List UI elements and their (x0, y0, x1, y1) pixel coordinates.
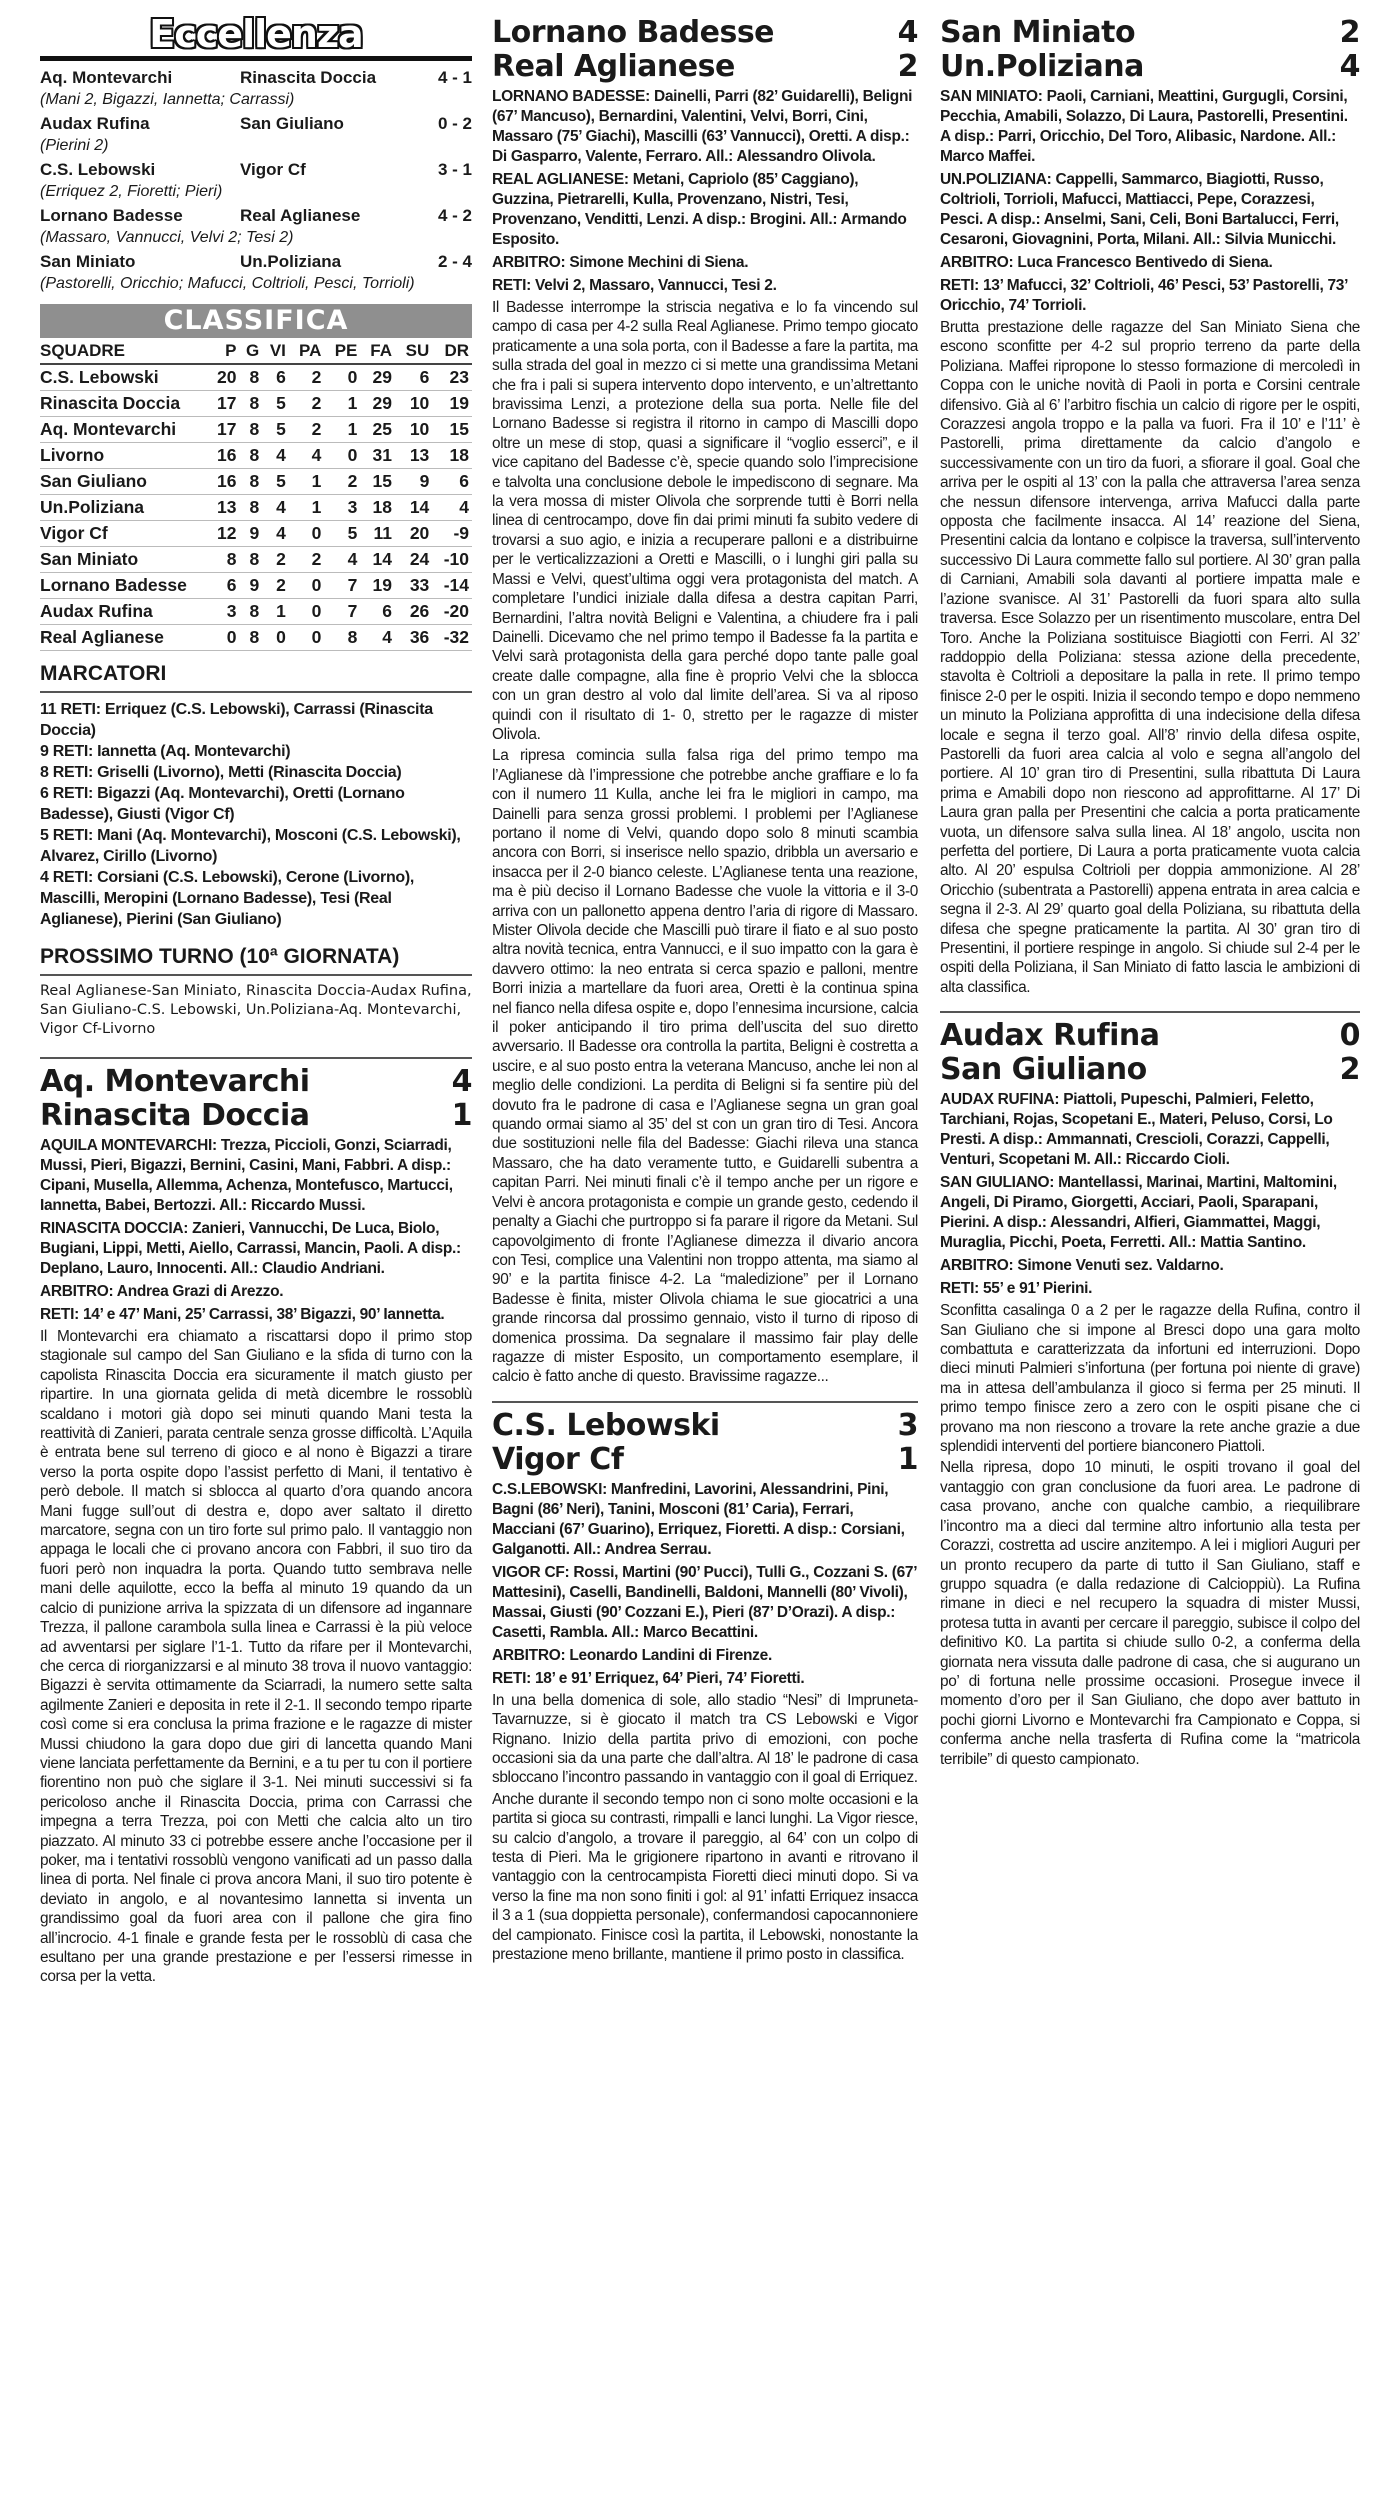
match-home-score: 4 (897, 15, 918, 50)
column-left (40, 14, 472, 1989)
article-paragraph: Anche durante il secondo tempo non ci sono molte occasioni e la partita si gioca su contrasti, rimpalli e lanci lunghi. La Vigor riesce, su calcio d’angolo, a trovare il pareggio, al 64’ con un colpo di testa di Pieri. Ma le grigionere ripartono in avanti e ritrovano il vantaggio con la centrocampista Fioretti dieci minuti dopo. Si va verso la fine ma non sono finiti i gol: al 91’ infatti Erriquez insacca il 3 a 1 (sua doppietta personale), confermandosi capocannoniere del campionato. Finisce così la partita, il Lebowski, nonostante la prestazione meno brillante, mantiene il primo posto in classifica. (492, 1790, 918, 1964)
article-paragraph: Brutta prestazione delle ragazze del San Miniato Siena che escono sconfitte per 4-2 sul proprio terreno da parte della Poliziana. Maffei ripropone lo stesso formazione di mercoledì in Coppa con le uniche novità di Paoli in porta e Corsini centrale difensivo. Già al 6’ l’arbitro fischia un calcio di rigore per le ospiti, Corazzesi angola troppo e la palla va fuori. Fra il 10’ e l’11’ è Pastorelli, prima direttamente da calcio d’angolo e successivamente con un tiro da fuori, a sfiorare il goal. Goal che arriva per le ospiti al 13’ con la palla che attraversa l’area senza che nessun difensore intervenga, arriva Mafucci dalla parte opposta che facilmente insacca. Al 14’ reazione del Siena, Presentini calcia da lontano e colpisce la traversa, sull’intervento successivo Di Laura commette fallo sul portiere. Al 30’ gran palla di Carniani, Amabili sola davanti al portiere impatta male e l’azione svanisce. Al 31’ Pastorelli da fuori spara alto sulla traversa. Esce Solazzo per un risentimento muscolare, entra Del Toro. Anche la Poliziana sostituisce Biagiotti con Ferri. Al 32’ raddoppio della Poliziana: stessa azione della precedente, stavolta è Coltrioli a depositare la palla in rete. Il primo tempo finisce 2-0 per le ospiti. Inizia il secondo tempo e dopo nemmeno un minuto la Poliziana approfitta di una indecisione della difesa locale e segna il terzo goal. All’8’ rinvio della difesa ospite, Pastorelli da fuori area calcia al volo e segna all’angolo del portiere. Al 10’ gran tiro di Presentini, sulla ribattuta Di Laura prima e Amabili dopo non riescono ad approfittarne. Al 17’ Di Laura gran palla per Presentini che calcia a porta praticamente vuota, un difensore salva sulla linea. Al 18’ angolo, uscita non perfetta del portiere, Di Laura a porta praticamente vuota calcia alto. Al 20’ espulsa Coltrioli per doppia ammonizione. Al 28’ Oricchio (subentrata a Pastorelli) appena entrata in area calcia e segna il 2-3. Al 29’ quarto goal della Poliziana, su ribattuta della difesa che spegne praticamente la partita. Al 30’ gran tiro di Presentini, il portiere respinge in angolo. Si chiude sul 2-4 per le ospiti della Poliziana, il San Miniato di fatto lascia le ambizioni di alta classifica. (940, 319, 1360, 996)
article-paragraph: Il Badesse interrompe la striscia negativa e lo fa vincendo sul campo di casa per 4-2 sulla Real Aglianese. Primo tempo giocato praticamente a una sola porta, con il Badesse a fare la partita, ma sulla strada del goal in mezzo ci si mette una grandissima Metani che fra i pali si supera intervento dopo intervento, e un’altrettanto bravissima Lenzi, a protezione della sua porta. Nelle file del Lornano Badesse si registra il ritorno in campo di Mascilli dopo oltre un mese di stop, quasi a significare il “voglio esserci”, e il vice capitano del Badesse c’è, specie quando solo l’imprecisione e talvolta una conclusione debole le impediscono di segnare. Ma la vera mossa di mister Olivola che sorprende tutti è Borri nella linea di centrocampo, dove fin dai primi minuti fa subito vedere di trovarsi a suo agio, e inizia a recuperare palloni e a distribuirne per le verticalizzazioni a Oretti e Mascilli, o i lunghi giri palla su Massi e Velvi, quest’ultima oggi vera protagonista del match. A completare l’undici iniziale dalla difesa a destra capitan Parri, Bernardini, l’altra novità Beligni e Valentina, a chiudere fra i pali Dainelli. Dicevamo che nel primo tempo il Badesse fa la partita e Velvi sarà protagonista della gara perché dopo tante palle goal create dalle compagne, alla fine è proprio Velvi che la sblocca con un gran destro al volo dal limite dell’area. Si va al riposo quindi con il risultato di 1- 0, stretto per le ragazze di mister Olivola. (492, 299, 918, 743)
stat-cell: -10 (432, 547, 472, 573)
lineup-home: AQUILA MONTEVARCHI: Trezza, Piccioli, Gonzi, Sciarradi, Mussi, Pieri, Bigazzi, Bernini, Casini, Mani, Fabbri. A disp.: Cipani, Musella, Allemma, Achenza, Montefusco, Martucci, Iannetta, Babei, Bertozzi. All.: Riccardo Mussi. (40, 1137, 453, 1214)
result-away: San Giuliano (240, 114, 344, 133)
scorer-line: 5 RETI: Mani (Aq. Montevarchi), Mosconi (C.S. Lebowski), Alvarez, Cirillo (Livorno) (40, 827, 461, 865)
match-home-team: San Miniato (940, 15, 1136, 50)
referee: ARBITRO: Leonardo Landini di Firenze. (492, 1646, 772, 1664)
col-header: P (208, 338, 239, 364)
standings-table (40, 338, 472, 651)
scorer-line: 4 RETI: Corsiani (C.S. Lebowski), Cerone (Livorno), Mascilli, Meropini (Lornano Badesse), Tesi (Real Aglianese), Pierini (San Giuliano) (40, 869, 415, 928)
divider (40, 1057, 472, 1059)
match-home-team: Audax Rufina (940, 1018, 1160, 1054)
match-home-team: Lornano Badesse (492, 15, 775, 50)
stat-cell: 17 (208, 391, 239, 417)
article-paragraph: In una bella domenica di sole, allo stadio “Nesi” di Impruneta-Tavarnuzze, si è giocato il match tra CS Lebowski e Vigor Rignano. Inizio della partita privo di emozioni, con poche occasioni sia da una parte che dall’altra. Al 18’ le padrone di casa sbloccano l’incontro passando in vantaggio con il goal di Erriquez. (492, 1691, 918, 1787)
stat-cell: -32 (432, 625, 472, 651)
stat-cell: 2 (324, 469, 360, 495)
col-header: FA (360, 338, 395, 364)
article-body (492, 1691, 918, 1965)
article-paragraph: Il Montevarchi era chiamato a riscattarsi dopo il primo stop stagionale sul campo del San Giuliano e la sfida di turno con la capolista Rinascita Doccia era sicuramente il match giusto per ripartire. In una giornata gelida di metà dicembre le rossoblù scaldano i motori già dopo sei minuti quando Mani testa la reattività di Zanieri, parata centrale senza grosse difficoltà. L’Aquila è entrata bene sul terreno di gioco e al nono è Bigazzi a tirare verso la porta ospite dopo l’assist perfetto di Mani, il tentativo è però debole. Il match si sblocca al quarto d’ora quando ancora Mani fugge sull’out di destra e, dopo aver saltato il diretto marcatore, segna con un tiro forte sul primo palo. Il vantaggio non appaga le locali che ci provano ancora con Fabbri, il suo tiro da fuori però non inquadra la porta. Quando tutto sembrava nelle mani delle aquilotte, ecco la beffa al minuto 19 quando da un calcio di punizione arriva la spizzata di un difensore ad ingannare Trezza, il pallone carambola sulla linea e Carrassi è la più veloce ad avventarsi per siglare l’1-1. Tutto da rifare per il Montevarchi, che cerca di riorganizzarsi e al minuto 38 trova il nuovo vantaggio: Bigazzi è servita ottimamente da Sciarradi, la numero sette salta agilmente Zanieri e deposita in rete il 2-1. Il secondo tempo riparte così come si era conclusa la prima frazione e le ragazze di mister Mussi chiudono la gara dopo due giri di lancetta quando Mani viene lanciata perfettamente da Bernini, e a tu per tu con il portiere fiorentino non può che siglare il 3-1. Nei minuti successivi si fa pericoloso anche il Rinascita Doccia, prima con Carrassi che impegna a terra Trezza, poi con Metti che calcia alto un tiro piazzato. Al minuto 33 ci potrebbe essere anche l’occasione per il poker, ma i tentativi rossoblù vengono vanificati ad un passo dalla linea di porta. Nel finale ci prova ancora Mani, il suo tiro potente è deviato in angolo, e al novantesimo Iannetta si inventa un grandissimo goal da fuori area con il pallone che gira fino all’incrocio. 4-1 finale e grande festa per le rossoblù di casa che esultano per una grande prestazione e per l’essersi rimesse in corsa per la vetta. (40, 1328, 472, 1986)
match-article-lebowski (492, 1409, 918, 1965)
stat-cell: 8 (239, 364, 262, 391)
standings-row (40, 391, 472, 417)
scorer-line: 9 RETI: Iannetta (Aq. Montevarchi) (40, 743, 291, 760)
goals: RETI: 13’ Mafucci, 32’ Coltrioli, 46’ Pesci, 53’ Pastorelli, 73’ Oricchio, 74’ Torrioli. (940, 277, 1348, 314)
result-away: Real Aglianese (240, 206, 361, 225)
standings-header (40, 338, 472, 364)
stat-cell: 19 (360, 573, 395, 599)
scorer-line: 6 RETI: Bigazzi (Aq. Montevarchi), Oretti (Lornano Badesse), Giusti (Vigor Cf) (40, 785, 405, 823)
goals: RETI: 55’ e 91’ Pierini. (940, 1280, 1093, 1298)
article-paragraph: Nella ripresa, dopo 10 minuti, le ospiti trovano il goal del vantaggio con gran conclusione da fuori area. Le padrone di casa provano, anche con qualche cambio, a riequilibrare l’incontro ma a dieci dal termine altro infortunio alla testa per Corazzi, costretta ad uscire anzitempo. A lei i migliori Auguri per un pronto recupero da parte di tutto il San Giuliano, staff e gruppo squadra (e dalla redazione di Calcioppiù). La Rufina rimane in dieci e nel recupero la squadra di mister Mussi, protesa tutta in avanti per cercare il pareggio, subisce il colpo del definitivo K0. La partita si chiude sullo 0-2, a conferma della giornata nera vissuta dalle padrone di casa, che si augurano un po’ di fortuna nelle prossime occasioni. Prosegue invece il momento d’oro per il San Giuliano, che dopo aver battuto in pochi giorni Livorno e Montevarchi fra Campionato e Coppa, si conferma anche nella trasferta di Rufina come la “matricola terribile” di questo campionato. (940, 1459, 1360, 1768)
stat-cell: 18 (432, 443, 472, 469)
result-scorers: (Mani 2, Bigazzi, Iannetta; Carrassi) (40, 91, 295, 108)
stat-cell: 24 (395, 547, 432, 573)
col-header: DR (432, 338, 472, 364)
stat-cell: 1 (262, 599, 289, 625)
stat-cell: -9 (432, 521, 472, 547)
result-home: C.S. Lebowski (40, 160, 156, 179)
stat-cell: 0 (289, 625, 325, 651)
result-score: 4 - 2 (437, 206, 472, 225)
result-scorers: (Pastorelli, Oricchio; Mafucci, Coltrioli, Pesci, Torrioli) (40, 275, 415, 292)
match-article-sanminiato (940, 16, 1360, 997)
stat-cell: 3 (324, 495, 360, 521)
stat-cell: 0 (289, 573, 325, 599)
stat-cell: 8 (208, 547, 239, 573)
col-header: VI (262, 338, 289, 364)
article-paragraph: Sconfitta casalinga 0 a 2 per le ragazze della Rufina, contro il San Giuliano che si impone al Bresci dopo una gara molto combattuta e caratterizzata da infortuni ed interruzioni. Dopo dieci minuti Palmieri s’infortuna (per fortuna poi niente di grave) ma in attesa dell’ambulanza il gioco si ferma per 25 minuti. Il primo tempo finisce zero a zero con le ospiti pisane che ci provano ma non riescono a trovare la rete anche grazie a due splendidi interventi del portiere bianconero Piattoli. (940, 1302, 1360, 1456)
result-away: Rinascita Doccia (240, 68, 377, 87)
divider (40, 974, 472, 976)
stat-cell: 8 (239, 547, 262, 573)
team-name: Audax Rufina (40, 599, 208, 625)
match-home-score: 4 (451, 1064, 472, 1099)
team-name: Un.Poliziana (40, 495, 208, 521)
next-round-title: PROSSIMO TURNO (10ª GIORNATA) (40, 945, 400, 968)
article-body (940, 318, 1360, 997)
standings-row (40, 599, 472, 625)
match-away-team: San Giuliano (940, 1052, 1147, 1088)
standings-row (40, 443, 472, 469)
stat-cell: 20 (208, 364, 239, 391)
match-article-lornano (492, 16, 918, 1387)
match-away-team: Vigor Cf (492, 1441, 624, 1477)
match-away-team: Un.Poliziana (940, 49, 1144, 84)
lineup-home: AUDAX RUFINA: Piattoli, Pupeschi, Palmieri, Feletto, Tarchiani, Rojas, Scopetani E., Materi, Peluso, Corsi, Lo Presti. A disp.: Ammannati, Crescioli, Corazzi, Cappelli, Venturi, Scopetani M. All.: Riccardo Cioli. (940, 1091, 1333, 1169)
match-home-score: 0 (1339, 1018, 1360, 1054)
title-rule (40, 56, 472, 61)
stat-cell: 23 (432, 364, 472, 391)
stat-cell: 10 (395, 417, 432, 443)
stat-cell: 6 (432, 469, 472, 495)
standings-row (40, 495, 472, 521)
stat-cell: 5 (262, 391, 289, 417)
stat-cell: 4 (289, 443, 325, 469)
team-name: Rinascita Doccia (40, 391, 208, 417)
team-name: San Miniato (40, 547, 208, 573)
result-item (40, 205, 472, 248)
stat-cell: 4 (432, 495, 472, 521)
column-middle (492, 14, 918, 1966)
standings-row (40, 417, 472, 443)
stat-cell: 8 (324, 625, 360, 651)
col-header: G (239, 338, 262, 364)
match-article-montevarchi (40, 1065, 472, 1987)
stat-cell: 8 (239, 625, 262, 651)
stat-cell: 13 (208, 495, 239, 521)
stat-cell: 29 (360, 391, 395, 417)
stat-cell: 0 (208, 625, 239, 651)
stat-cell: 12 (208, 521, 239, 547)
article-body (940, 1301, 1360, 1769)
standings-row (40, 547, 472, 573)
stat-cell: 8 (239, 469, 262, 495)
stat-cell: 31 (360, 443, 395, 469)
stat-cell: 36 (395, 625, 432, 651)
stat-cell: 7 (324, 573, 360, 599)
stat-cell: 2 (262, 547, 289, 573)
col-header: SQUADRE (40, 338, 208, 364)
result-home: Audax Rufina (40, 114, 150, 133)
match-away-score: 4 (1339, 49, 1360, 84)
divider (492, 1401, 918, 1403)
stat-cell: 0 (324, 443, 360, 469)
match-home-team: Aq. Montevarchi (40, 1064, 310, 1099)
article-body (492, 298, 918, 1387)
result-home: Lornano Badesse (40, 206, 183, 225)
result-scorers: (Erriquez 2, Fioretti; Pieri) (40, 183, 223, 200)
stat-cell: 13 (395, 443, 432, 469)
article-body (40, 1327, 472, 1987)
lineup-home: LORNANO BADESSE: Dainelli, Parri (82’ Guidarelli), Beligni (67’ Mancuso), Bernardini, Valentini, Velvi, Borri, Cini, Massaro (75’ Giachi), Mascilli (63’ Vannucci), Oretti. A disp.: Di Gasparro, Valente, Ferraro. All.: Alessandro Olivola. (492, 88, 913, 165)
referee: ARBITRO: Luca Francesco Bentivedo di Siena. (940, 254, 1273, 271)
stat-cell: 25 (360, 417, 395, 443)
match-article-rufina (940, 1019, 1360, 1769)
stat-cell: 11 (360, 521, 395, 547)
stat-cell: 4 (262, 521, 289, 547)
result-item (40, 67, 472, 110)
result-away: Vigor Cf (240, 160, 306, 179)
stat-cell: 26 (395, 599, 432, 625)
result-score: 0 - 2 (437, 114, 472, 133)
team-name: Vigor Cf (40, 521, 208, 547)
team-name: Livorno (40, 443, 208, 469)
stat-cell: 5 (324, 521, 360, 547)
stat-cell: 8 (239, 391, 262, 417)
stat-cell: -14 (432, 573, 472, 599)
goals: RETI: 18’ e 91’ Erriquez, 64’ Pieri, 74’ Fioretti. (492, 1669, 805, 1687)
stat-cell: 19 (432, 391, 472, 417)
stat-cell: 2 (289, 547, 325, 573)
col-header: SU (395, 338, 432, 364)
match-home-team: C.S. Lebowski (492, 1407, 720, 1443)
stat-cell: 6 (262, 364, 289, 391)
stat-cell: 0 (324, 364, 360, 391)
stat-cell: 4 (360, 625, 395, 651)
goals: RETI: 14’ e 47’ Mani, 25’ Carrassi, 38’ Bigazzi, 90’ Iannetta. (40, 1306, 445, 1323)
stat-cell: 4 (262, 495, 289, 521)
result-score: 4 - 1 (437, 68, 472, 87)
team-name: C.S. Lebowski (40, 364, 208, 391)
lineup-away: REAL AGLIANESE: Metani, Capriolo (85’ Caggiano), Guzzina, Pietrarelli, Kulla, Provenzano, Nistri, Tesi, Provenzano, Venditti, Lenzi. A disp.: Brogini. All.: Armando Esposito. (492, 171, 907, 248)
lineup-away: UN.POLIZIANA: Cappelli, Sammarco, Biagiotti, Russo, Coltrioli, Torrioli, Mafucci, Mattiacci, Pepe, Corazzesi, Pesci. A disp.: Anselmi, Sani, Celi, Boni Bartalucci, Ferri, Cesaroni, Giovagnini, Porta, Milani. All.: Silvia Municchi. (940, 171, 1339, 248)
stat-cell: 0 (289, 599, 325, 625)
lineup-away: SAN GIULIANO: Mantellassi, Marinai, Martini, Maltomini, Angeli, Di Piramo, Giorgetti, Acciari, Paoli, Sparapani, Pierini. A disp.: Alessandri, Alfieri, Giammattei, Maggi, Muraglia, Picchi, Poeta, Ferretti. All.: Mattia Santino. (940, 1174, 1337, 1252)
match-away-score: 2 (1339, 1052, 1360, 1088)
col-header: PA (289, 338, 325, 364)
stat-cell: 1 (289, 495, 325, 521)
stat-cell: 6 (395, 364, 432, 391)
stat-cell: 0 (262, 625, 289, 651)
stat-cell: -20 (432, 599, 472, 625)
marcatori-title: MARCATORI (40, 662, 167, 685)
col-header: PE (324, 338, 360, 364)
result-home: San Miniato (40, 252, 136, 271)
stat-cell: 3 (208, 599, 239, 625)
stat-cell: 14 (395, 495, 432, 521)
goals: RETI: Velvi 2, Massaro, Vannucci, Tesi 2. (492, 277, 777, 294)
stat-cell: 7 (324, 599, 360, 625)
column-right (940, 14, 1360, 1771)
match-away-team: Rinascita Doccia (40, 1098, 310, 1133)
result-score: 2 - 4 (437, 252, 472, 271)
stat-cell: 2 (289, 417, 325, 443)
lineup-away: RINASCITA DOCCIA: Zanieri, Vannucchi, De Luca, Biolo, Bugiani, Lippi, Metti, Aiello, Carrassi, Mancin, Paoli. A disp.: Deplano, Lauro, Innocenti. All.: Claudio Andriani. (40, 1220, 461, 1277)
standings-row (40, 625, 472, 651)
match-home-score: 3 (897, 1407, 918, 1443)
article-paragraph: La ripresa comincia sulla falsa riga del primo tempo ma l’Aglianese dà l’impressione che potrebbe anche graffiare e lo fa con il numero 11 Kulla, anche lei fra le migliori in campo, ma Dainelli para senza grossi problemi. I problemi per l’Aglianese portano il nome di Velvi, quando dopo solo 8 minuti scambia ancora con Borri, si inserisce nello spazio, dribbla un aversario e insacca per il 2-0 bianco celeste. L’Aglianese tenta una reazione, ma è più deciso il Lornano Badesse che vuole la vittoria e il 3-0 arriva con un pallonetto appena dentro l’aria di rigore di Massaro. Mister Olivola decide che Mascilli può tirare il fiato e al suo posto altra novità tecnica, entra Vannucci, e il suo impatto con la gara è davvero ottimo: la neo entrata si cerca spazio e palloni, mentre Borri inizia a martellare da fuori area, Oretti è la continua spina nel fianco nella difesa ospite e, dopo l’ennesima incursione, calcia il poker anticipando il tiro prima dell’uscita del suo diretto avversario. Il Badesse ora controlla la partita, Beligni è costretta a uscire, e al suo posto entra la veterana Mancuso, anche lei non al meglio delle condizioni. La perdita di Beligni si fa sentire più del dovuto fra le padrone di casa e l’Aglianese segna un gran goal quando ormai siamo al 35’ del st con un gran tiro di Tesi. Ancora due sostituzioni nelle fila del Badesse: Giachi rileva una stanca Massaro, che ha dato veramente tutto, e Guidarelli subentra a capitan Parri. Nei minuti finali c’è il tempo anche per un rigore e Velvi è ancora protagonista e compie un grande gesto, cedendo il penalty a Giachi che purtroppo si fa parare il rigore da Metani. Sul capovolgimento di fronte l’Aglianese dimezza il divario ancora con Tesi, complice una Valentini non troppo attenta, ma siamo al 90’ e la partita finisce 4-2. La “maledizione” per il Lornano Badesse è finita, mister Olivola chiama le sue giocatrici a una grande rincorsa dal prossimo gennaio, visto il turno di riposo di domenica prossima. Da segnalare il massimo fair play delle ragazze di mister Esposito, un comportamento esemplare, il calcio è fatto anche di questo. Bravissime ragazze... (492, 747, 918, 1386)
stat-cell: 1 (289, 469, 325, 495)
stat-cell: 5 (262, 469, 289, 495)
stat-cell: 15 (432, 417, 472, 443)
lineup-away: VIGOR CF: Rossi, Martini (90’ Pucci), Tulli G., Cozzani S. (67’ Mattesini), Caselli, Bandinelli, Baldoni, Mannelli (80’ Vivoli), Massai, Giusti (90’ Cozzani E.), Pieri (87’ D’Orazi). A disp.: Casetti, Rambla. All.: Marco Becattini. (492, 1563, 917, 1641)
match-away-team: Real Aglianese (492, 49, 735, 84)
stat-cell: 8 (239, 495, 262, 521)
stat-cell: 33 (395, 573, 432, 599)
stat-cell: 20 (395, 521, 432, 547)
stat-cell: 6 (208, 573, 239, 599)
match-away-score: 1 (897, 1441, 918, 1477)
result-item (40, 113, 472, 156)
team-name: San Giuliano (40, 469, 208, 495)
team-name: Lornano Badesse (40, 573, 208, 599)
divider (940, 1011, 1360, 1013)
next-round-fixtures: Real Aglianese-San Miniato, Rinascita Doccia-Audax Rufina, San Giuliano-C.S. Lebowski, Un.Poliziana-Aq. Montevarchi, Vigor Cf-Livorno (40, 983, 472, 1037)
lineup-home: SAN MINIATO: Paoli, Carniani, Meattini, Gurgugli, Corsini, Pecchia, Amabili, Solazzo, Di Laura, Pastorelli, Presentini. A disp.: Parri, Oricchio, Del Toro, Alibasic, Nardone. All.: Marco Maffei. (940, 88, 1348, 165)
standings-row (40, 573, 472, 599)
stat-cell: 10 (395, 391, 432, 417)
referee: ARBITRO: Simone Mechini di Siena. (492, 254, 749, 271)
results-list (40, 67, 472, 294)
standings-row (40, 364, 472, 391)
classifica-title: CLASSIFICA (40, 304, 472, 338)
stat-cell: 9 (395, 469, 432, 495)
stat-cell: 1 (324, 417, 360, 443)
referee: ARBITRO: Andrea Grazi di Arezzo. (40, 1283, 284, 1300)
result-score: 3 - 1 (437, 160, 472, 179)
result-scorers: (Massaro, Vannucci, Velvi 2; Tesi 2) (40, 229, 294, 246)
result-scorers: (Pierini 2) (40, 137, 109, 154)
match-away-score: 2 (897, 49, 918, 84)
scorer-line: 11 RETI: Erriquez (C.S. Lebowski), Carrassi (Rinascita Doccia) (40, 701, 433, 739)
section-title: Eccellenza (149, 12, 363, 56)
standings-row (40, 469, 472, 495)
standings-row (40, 521, 472, 547)
divider (40, 691, 472, 693)
lineup-home: C.S.LEBOWSKI: Manfredini, Lavorini, Alessandrini, Pini, Bagni (86’ Neri), Tanini, Mosconi (81’ Caria), Ferrari, Macciani (67’ Guarino), Erriquez, Fioretti. A disp.: Corsiani, Galganotti. All.: Andrea Serrau. (492, 1480, 905, 1558)
result-item (40, 251, 472, 294)
stat-cell: 6 (360, 599, 395, 625)
scorer-line: 8 RETI: Griselli (Livorno), Metti (Rinascita Doccia) (40, 764, 402, 781)
stat-cell: 15 (360, 469, 395, 495)
team-name: Aq. Montevarchi (40, 417, 208, 443)
result-away: Un.Poliziana (240, 252, 342, 271)
stat-cell: 5 (262, 417, 289, 443)
stat-cell: 4 (262, 443, 289, 469)
stat-cell: 8 (239, 599, 262, 625)
stat-cell: 0 (289, 521, 325, 547)
stat-cell: 16 (208, 443, 239, 469)
stat-cell: 14 (360, 547, 395, 573)
team-name: Real Aglianese (40, 625, 208, 651)
referee: ARBITRO: Simone Venuti sez. Valdarno. (940, 1257, 1224, 1275)
stat-cell: 9 (239, 573, 262, 599)
stat-cell: 8 (239, 417, 262, 443)
result-item (40, 159, 472, 202)
stat-cell: 8 (239, 443, 262, 469)
stat-cell: 1 (324, 391, 360, 417)
stat-cell: 9 (239, 521, 262, 547)
stat-cell: 17 (208, 417, 239, 443)
result-home: Aq. Montevarchi (40, 68, 173, 87)
stat-cell: 29 (360, 364, 395, 391)
match-home-score: 2 (1339, 15, 1360, 50)
stat-cell: 2 (289, 391, 325, 417)
stat-cell: 2 (262, 573, 289, 599)
stat-cell: 16 (208, 469, 239, 495)
stat-cell: 4 (324, 547, 360, 573)
stat-cell: 18 (360, 495, 395, 521)
match-away-score: 1 (451, 1098, 472, 1133)
stat-cell: 2 (289, 364, 325, 391)
